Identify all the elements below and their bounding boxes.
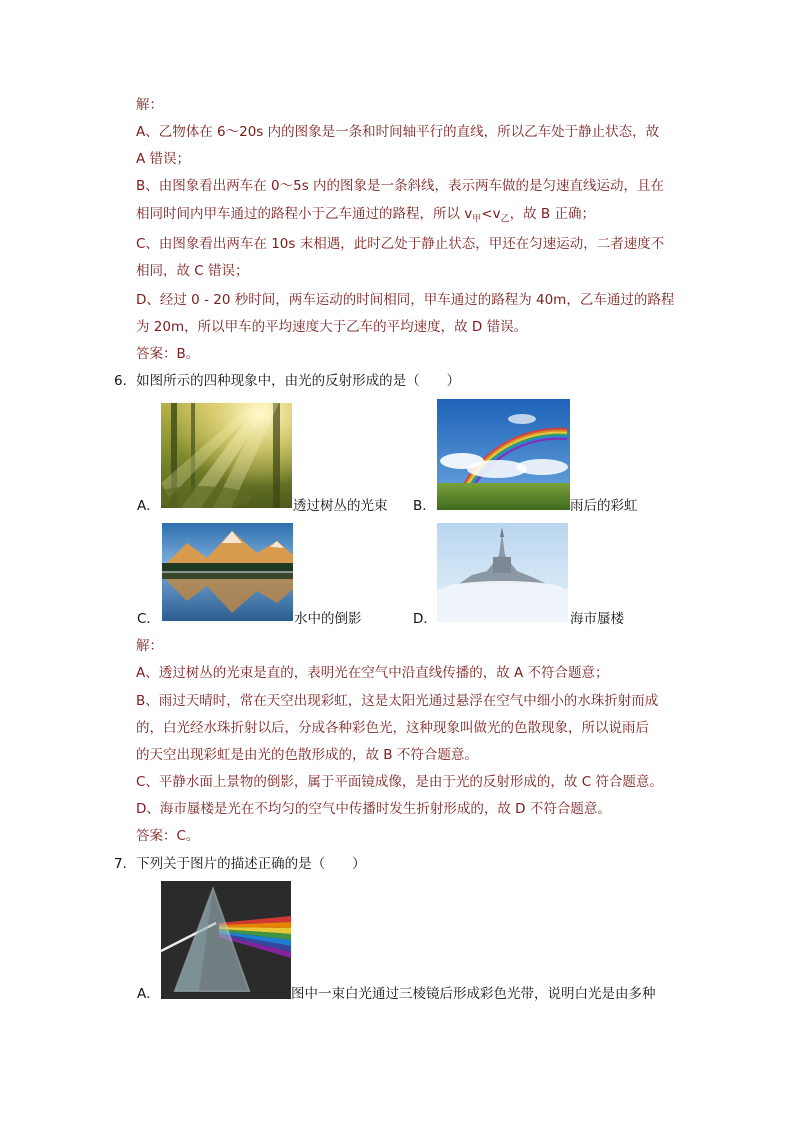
rainbow-image <box>437 399 570 510</box>
q5-option-b-line2: 相同时间内甲车通过的路程小于乙车通过的路程，所以 $v_甲<v_乙$，故 B 正确； <box>136 206 595 225</box>
q6-option-d-letter: D． <box>413 611 437 627</box>
mirage-castle-image <box>437 523 568 622</box>
q5-solution-label: 解： <box>136 97 163 113</box>
prism-dispersion-image <box>161 881 291 999</box>
q6-solution-b-line2: 的，白光经水珠折射以后，分成各种彩色光，这种现象叫做光的色散现象，所以说雨后 <box>136 720 649 736</box>
q5-option-d-line2: 为 20m，所以甲车的平均速度大于乙车的平均速度，故 D 错误。 <box>136 319 528 335</box>
q5-option-b-line1: B、由图象看出两车在 0～5s 内的图象是一条斜线，表示两车做的是匀速直线运动，且在 <box>136 178 665 194</box>
q7-option-a-text: 图中一束白光通过三棱镜后形成彩色光带，说明白光是由多种 <box>291 986 656 1002</box>
q6-option-b-text: 雨后的彩虹 <box>570 498 638 514</box>
q7-stem: 7．下列关于图片的描述正确的是（ ） <box>114 856 366 872</box>
q5-option-a-line2: A 错误； <box>136 151 191 167</box>
q5-option-c-line1: C、由图象看出两车在 10s 末相遇，此时乙处于静止状态，甲还在匀速运动，二者速度不 <box>136 236 665 252</box>
q6-stem: 6．如图所示的四种现象中，由光的反射形成的是（ ） <box>114 373 461 389</box>
q5-option-d-line1: D、经过 0 - 20 秒时间，两车运动的时间相同，甲车通过的路程为 40m，乙车通过的路程 <box>136 292 675 308</box>
q5-answer: 答案：B。 <box>136 346 200 362</box>
q6-option-c-letter: C． <box>137 611 160 627</box>
q6-option-a-text: 透过树丛的光束 <box>293 498 388 514</box>
q6-solution-b-line3: 的天空出现彩虹是由光的色散形成的，故 B 不符合题意。 <box>136 747 478 763</box>
q6-solution-a: A、透过树丛的光束是直的，表明光在空气中沿直线传播的，故 A 不符合题意； <box>136 665 609 681</box>
lake-reflection-image <box>162 523 293 621</box>
q6-solution-label: 解： <box>136 638 163 654</box>
q6-option-b-letter: B． <box>413 498 436 514</box>
q6-option-c-text: 水中的倒影 <box>294 611 362 627</box>
q6-solution-d: D、海市蜃楼是光在不均匀的空气中传播时发生折射形成的，故 D 不符合题意。 <box>136 801 611 817</box>
q6-answer: 答案：C。 <box>136 828 200 844</box>
sunbeam-forest-image <box>161 403 292 508</box>
q6-solution-c: C、平静水面上景物的倒影，属于平面镜成像，是由于光的反射形成的，故 C 符合题意。 <box>136 774 663 790</box>
q7-option-a-letter: A． <box>137 986 160 1002</box>
q6-option-a-letter: A． <box>137 498 160 514</box>
q5-option-a-line1: A、乙物体在 6～20s 内的图象是一条和时间轴平行的直线，所以乙车处于静止状态，故 <box>136 124 660 140</box>
q6-option-d-text: 海市蜃楼 <box>570 611 624 627</box>
q5-option-c-line2: 相同，故 C 错误； <box>136 263 249 279</box>
q6-solution-b-line1: B、雨过天晴时，常在天空出现彩虹，这是太阳光通过悬浮在空气中细小的水珠折射而成 <box>136 693 659 709</box>
